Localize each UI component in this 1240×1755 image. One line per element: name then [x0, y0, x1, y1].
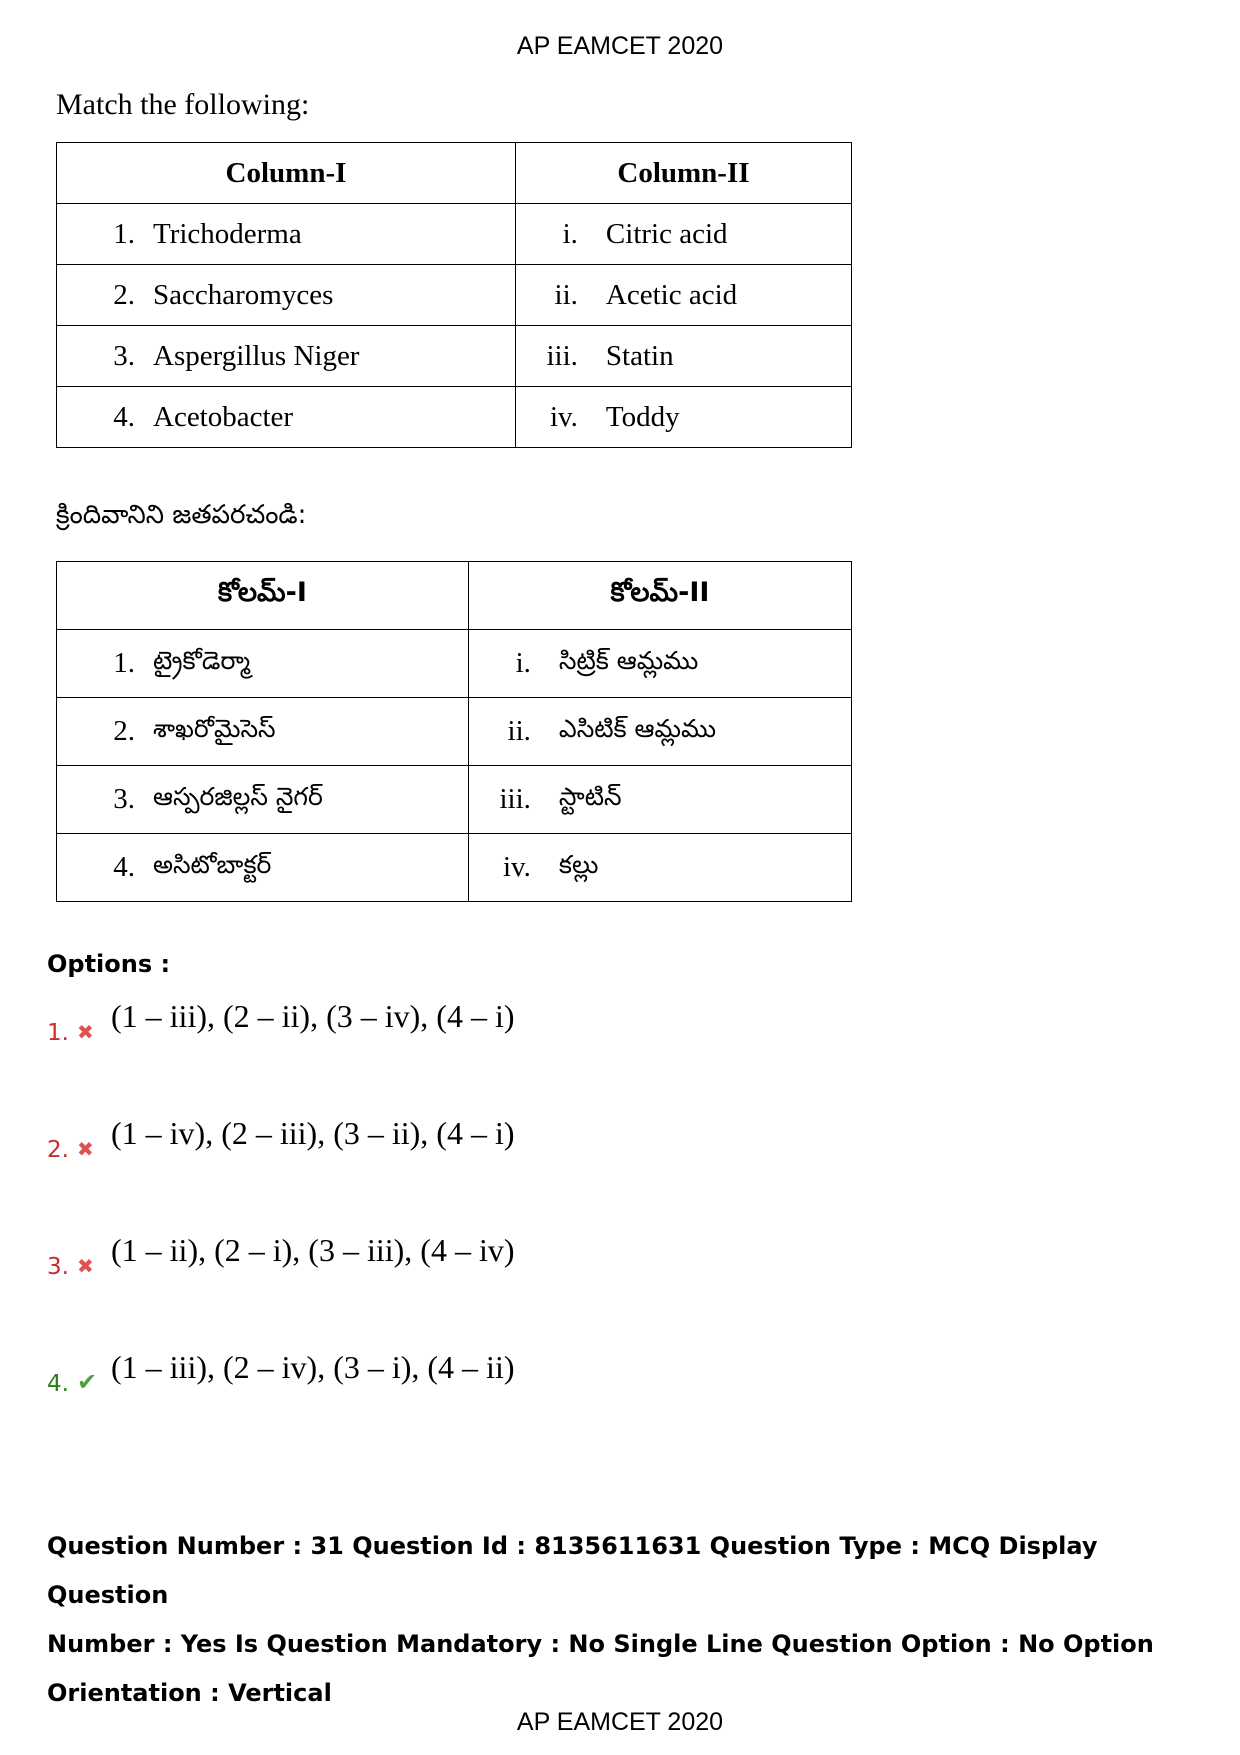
- question-prompt-english: Match the following:: [56, 88, 310, 121]
- page-header: AP EAMCET 2020: [516, 32, 724, 60]
- question-prompt-telugu: క్రిందివానిని జతపరచండి:: [56, 500, 307, 530]
- option-number: 4.: [47, 1371, 69, 1397]
- cross-icon: ✖: [77, 1254, 94, 1278]
- column-1-header: [57, 562, 469, 630]
- option-3[interactable]: [47, 1232, 947, 1282]
- page-footer: AP EAMCET 2020: [516, 1708, 724, 1736]
- column-1-header-text: కోలమ్-I: [218, 576, 307, 608]
- item-text: Saccharomyces: [153, 278, 334, 311]
- item-number: 1.: [113, 647, 135, 679]
- cross-icon: ✖: [77, 1020, 94, 1044]
- column-2-header-text: కోలమ్-II: [610, 576, 710, 608]
- match-text: ఎసిటిక్ ఆమ్లము: [558, 713, 717, 743]
- column-2-header: Column-II: [515, 143, 851, 204]
- item-text: Aspergillus Niger: [153, 339, 360, 372]
- item-number: 2.: [113, 278, 135, 311]
- check-icon: ✔: [77, 1368, 98, 1396]
- column-2-header: [468, 562, 851, 630]
- match-text: సిట్రిక్ ఆమ్లము: [558, 645, 699, 675]
- item-number: 3.: [113, 339, 135, 372]
- cross-icon: ✖: [77, 1137, 94, 1161]
- match-numeral: ii.: [507, 715, 531, 747]
- table-row: [57, 265, 852, 326]
- option-1[interactable]: [47, 998, 947, 1048]
- table-row: [57, 326, 852, 387]
- item-text: శాఖరోమైసెస్: [153, 713, 276, 743]
- table-row: [57, 387, 852, 448]
- match-text: Acetic acid: [605, 278, 738, 311]
- metadata-line: Number : Yes Is Question Mandatory : No Single Line Question Option : No Option: [47, 1630, 1154, 1658]
- match-numeral: iv.: [502, 851, 531, 883]
- item-text: ఆస్పరజిల్లస్ నైగర్: [153, 781, 323, 811]
- item-number: 1.: [113, 217, 135, 250]
- match-text: స్టాటిన్: [558, 781, 622, 811]
- match-text: కల్లు: [558, 849, 599, 879]
- column-1-header: Column-I: [57, 143, 516, 204]
- match-numeral: i.: [515, 647, 531, 679]
- metadata-line: Question Number : 31 Question Id : 8135611631 Question Type : MCQ Display Question: [47, 1532, 1098, 1609]
- option-number: 1.: [47, 1020, 69, 1046]
- item-text: అసిటోబాక్టర్: [153, 849, 272, 879]
- option-number: 3.: [47, 1254, 69, 1280]
- table-row: [57, 766, 852, 834]
- option-text: (1 – iv), (2 – iii), (3 – ii), (4 – i): [111, 1115, 515, 1151]
- item-number: 3.: [113, 783, 135, 815]
- item-text: ట్రైకోడెర్మా: [153, 645, 251, 675]
- table-header-row: [57, 143, 852, 204]
- table-row: [57, 204, 852, 265]
- metadata-line: Orientation : Vertical: [47, 1679, 332, 1707]
- question-metadata: [47, 1522, 1197, 1718]
- match-text: Statin: [605, 339, 674, 372]
- match-numeral: ii.: [554, 278, 578, 311]
- option-text: (1 – iii), (2 – ii), (3 – iv), (4 – i): [111, 998, 515, 1034]
- item-number: 4.: [113, 400, 135, 433]
- item-text: Trichoderma: [153, 217, 302, 250]
- table-header-row: [57, 562, 852, 630]
- options-title: Options :: [47, 950, 171, 978]
- item-number: 4.: [113, 851, 135, 883]
- option-number: 2.: [47, 1137, 69, 1163]
- table-row: [57, 698, 852, 766]
- option-2[interactable]: [47, 1115, 947, 1165]
- option-4[interactable]: [47, 1349, 947, 1399]
- match-numeral: iii.: [499, 783, 531, 815]
- match-table-telugu: [56, 561, 852, 902]
- match-numeral: iii.: [546, 339, 578, 372]
- table-row: [57, 630, 852, 698]
- option-text: (1 – iii), (2 – iv), (3 – i), (4 – ii): [111, 1349, 515, 1385]
- match-text: Toddy: [605, 400, 680, 433]
- item-text: Acetobacter: [153, 400, 294, 433]
- table-row: [57, 834, 852, 902]
- match-text: Citric acid: [605, 217, 728, 250]
- option-text: (1 – ii), (2 – i), (3 – iii), (4 – iv): [111, 1232, 515, 1268]
- match-numeral: iv.: [549, 400, 578, 433]
- match-table-english: [56, 142, 852, 448]
- match-numeral: i.: [562, 217, 578, 250]
- item-number: 2.: [113, 715, 135, 747]
